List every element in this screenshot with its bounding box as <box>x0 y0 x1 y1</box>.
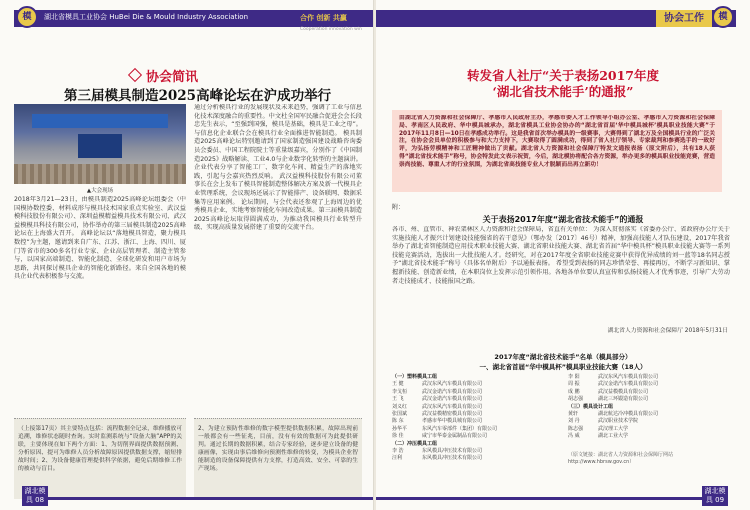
winner-name: 周 振 <box>568 381 580 388</box>
winner-name: 刘义红 <box>392 403 408 410</box>
notice-title-line-1: 转发省人社厅“关于表扬2017年度 <box>467 68 659 83</box>
winner-row <box>568 411 728 418</box>
continued-text-2: 2、为建立预防性维修的数字模型提供数据积累，故障出现前一般都会有一些征兆，目前，没有有效的数据可为此提供研判。通过长期的数据积累，结合专家经验，逐步建立设备的健康画像，实现由事后维修向预测性维修的转变，为模具企业智能制造的设备保障提供有力支撑，打造高效、安全、可靠的生产现场。 <box>198 426 358 472</box>
org-name: 湖北省模具工业协会 HuBei Die & Mould Industry Association <box>44 13 249 21</box>
section-label <box>130 66 198 85</box>
tagline: 合作 创新 共赢 <box>300 14 347 22</box>
highlight-box <box>392 110 722 192</box>
winner-name: 陈 东 <box>392 418 404 425</box>
photo-banner <box>32 114 168 128</box>
winner-name: 张国斌 <box>392 411 408 418</box>
winner-org: 武汉东风汽车模具有限公司 <box>598 374 659 380</box>
winner-name: 孙华平 <box>392 425 408 432</box>
winner-org: 咸宁市华泰金属制品有限公司 <box>422 433 488 440</box>
continued-text-1: （上接第17页）其主要特点包括：流程数据全记录，维修播放可追溯，维修状态随时查询。实时监测系统与“设备大脑”APP的关联，主要体现在如下两个方面：1、为切削界面提供数据预测、分析原因、提可为维修人员分析故障原因提供数据支撑，缩短排故时间；2、为设备健康管理提供科学依据，避免后期维修工作的被动与盲目。 <box>18 426 182 472</box>
winner-row <box>568 389 728 396</box>
article-title: 第三届模具制造2025高峰论坛在沪成功举行 <box>64 88 332 104</box>
left-page <box>0 0 374 510</box>
winner-name: 冯 威 <box>568 433 580 440</box>
winner-row <box>568 426 728 433</box>
group-heading: （三）模具设计工组 <box>568 403 614 410</box>
column-tag: 协会工作 <box>656 10 712 27</box>
winner-name: 王 飞 <box>392 396 404 403</box>
photo-audience <box>14 164 186 184</box>
winner-row <box>568 396 728 403</box>
group-heading: （一）塑料模具工组 <box>392 374 438 380</box>
notice-title-line-2: ‘湖北省技术能手’的通报” <box>492 84 634 99</box>
right-page <box>376 0 750 510</box>
article-column-1: 2018年3月21—23日，由模具制造2025高峰论坛组委会（中国模协数控委、材料成形与模具技术国家重点实验室、武汉益模科技股份有限公司）、深圳益模精益模具技术有限公司、武汉益模模具科技有限公司，协作举办的第三届模具制造2025高峰论坛在上海盛大召开。 高峰论坛以“落地模具智造，聚力模具数控”为主题，邀请到来自广东、江苏、浙江、上海、四川、厦门等省市的300多名行业专家、企业高层管理者、制造主管参与，以国家高端制造、智能化制造、全球化研发和用户市场为思路，共同探讨模具企业的智能化新路径。来自全国各地的模具企业代表积极参与交流。 <box>14 196 186 281</box>
winner-org: 武汉理工大学 <box>598 425 629 432</box>
winner-name: 李 浩 <box>392 448 404 455</box>
diamond-icon <box>128 68 142 82</box>
group-heading: （二）冲压模具工组 <box>392 440 438 447</box>
photo-screen <box>78 134 122 158</box>
winner-org: 武汉东风汽车模具有限公司 <box>422 381 483 388</box>
page-number-right: 湖北模具 09 <box>702 486 728 506</box>
winner-name: 陈志强 <box>568 425 584 432</box>
winner-list-right <box>568 374 728 441</box>
winner-org: 湖北三环锻造有限公司 <box>598 396 649 403</box>
winner-org: 武汉金诺汽车模具有限公司 <box>422 396 483 403</box>
winner-name: 胡志强 <box>568 396 584 403</box>
winner-org: 东风汽车零部件（集团）有限公司 <box>422 425 498 432</box>
association-logo-right: 模 <box>712 6 734 28</box>
section-label-text: 协会简讯 <box>146 70 199 85</box>
winner-name: 汪利 <box>392 455 403 462</box>
tagline-sub: Cooperation innovation win <box>300 27 362 32</box>
winner-list-title: 2017年度“湖北省技术能手”名单（模具部分） <box>494 353 632 361</box>
winner-row <box>392 418 560 425</box>
winner-row <box>392 455 560 462</box>
winner-org: 孝感市华中模具城有限公司 <box>422 418 483 425</box>
winner-row <box>392 381 560 388</box>
winner-org: 武汉金诺汽车模具有限公司 <box>422 388 483 395</box>
winner-org: 东风模具冲压技术有限公司 <box>422 455 483 462</box>
winner-name: 刘 丹 <box>568 418 580 425</box>
article-column-2: 通过分析模具行业的发展现状及未来趋势，强调了工业与信息化技术深度融合的重要性。中文杜全国军民融合促进会会长段忠先生表示，“至强到国强，模具是基础，模具是工业之母”。与信息化企业联合会在模具行业全面推进智能制造。 模具制造2025高峰论坛特别邀请到了国家制造强国建设战略咨询委员会委员、中国工程院院士等重量级嘉宾，分别作了《中国制造2025》战略解读、工业4.0与企业数字化转型的主题演讲。企业代表分享了智能工厂、数字化车间、精益生产的落地实践，引起与会嘉宾热烈反响。 武汉益模科技股份有限公司董事长在会上发布了模具智能制造整体解决方案及新一代模具企业管理系统，会议现场还展示了智能排产、设备联网、数据采集等应用案例。 论坛期间，与会代表还参观了上海周边的优秀模具企业，实地考察智能化车间改造成果。第三届模具制造2025高峰论坛取得圆满成功，为推动我国模具行业转型升级、实现高质量发展搭建了重要的交流平台。 <box>194 104 362 232</box>
winner-org: 湖北工业大学 <box>598 433 629 440</box>
winner-name: 成 鹏 <box>568 388 580 395</box>
winner-name: 李 阳 <box>568 374 580 380</box>
highlight-text: 由湖北省人力资源和社会保障厅、孝感市人民政府主办，孝感市委人才工作领导小组办公室、孝感市人力资源和社会保障局、孝南区人民政府、华中模具城承办，湖北省模具工业协会协办的“湖北省首届‘华中模具城杯’模具职业技能大赛”于2017年11月8日—10日在孝感成功举行。这是我省首次举办模具的一级赛事，大赛得到了湖北万及全国模具行业的广泛关注，在协会会员单位的积极参与和大力支持下，大赛取得了圆满成功，得到了省人社厅领导、专家裁判和参赛选手的一致好评，为弘扬劳模精神和工匠精神做出了贡献。湖北省人力资源和社会保障厅特发文通报表扬（原文附后），共有18人获得“湖北省技术能手”称号，协会特发此文表示祝贺，今后，湖北模协将配合各方资源，举办更多的模具职业技能竞赛，营造崇尚技能、尊重人才的行业氛围，为湖北省高技能专业人才脱颖而出再立新功！ <box>399 115 715 168</box>
winner-row <box>568 418 728 425</box>
notice-body: 各市、州、直管市、神农架林区人力资源和社会保障局，省直有关单位： 为深入贯彻落实《省委办公厅、省政府办公厅关于实施技能人才振兴计划建设技能强省的若干意见》（鄂办发〔2017〕46号）精神，加强高技能人才队伍建设，2017年我省举办了湖北省智能制造应用技术职业技能大赛、湖北省职业技能大赛、湖北省首届“华中模具杯”模具职业技能大赛等一系列技能竞赛活动，选拔出一大批技能人才。经研究，对在2017年度全省职业技能竞赛中获得优异成绩的刘一蓝等18名同志授予“湖北省技术能手”称号（具体名单附后）予以通报表扬。 希望受到表扬的同志珍惜荣誉、再接再厉，不断学习新知识、掌握新技能、创造新业绩，在本职岗位上发挥示范引领作用。各地各单位要认真宣传和弘扬技能人才优秀事迹，引导广大劳动者走技能成才、技能报国之路。 <box>392 226 730 285</box>
conference-photo <box>14 104 186 184</box>
winner-org: 武汉职业技术学院 <box>598 418 639 425</box>
footer-bar <box>48 497 374 500</box>
association-logo: 模 <box>16 6 38 28</box>
winner-row <box>392 404 560 411</box>
winner-org: 东风模具冲压技术有限公司 <box>422 448 483 455</box>
source-note: （原文链接：湖北省人力资源和社会保障厅网站 http://www.hbrsw.gov.cn） <box>568 452 674 465</box>
winner-row <box>568 433 728 440</box>
footer-bar-right <box>376 497 702 500</box>
continued-box-2 <box>194 418 362 499</box>
winner-name: 黄轩 <box>568 411 579 418</box>
winner-list-subtitle: 一、湖北省首届“华中模具杯”模具职业技能大赛（18人） <box>479 363 647 371</box>
photo-caption: ▲大会现场 <box>86 188 114 194</box>
notice-heading: 关于表扬2017年度“湖北省技术能手”的通报 <box>482 215 644 224</box>
winner-row <box>392 396 560 403</box>
winner-row <box>392 433 560 440</box>
winner-org: 武汉益模精密模具有限公司 <box>422 411 483 418</box>
page-number-left: 湖北模具 08 <box>22 486 48 506</box>
attachment-label: 附： <box>392 204 405 211</box>
winner-row <box>568 381 728 388</box>
winner-list-left <box>392 374 560 463</box>
winner-org: 武汉东风汽车模具有限公司 <box>422 403 483 410</box>
winner-org: 湖北航达冷冲模具有限公司 <box>598 411 659 418</box>
notice-signature: 湖北省人力资源和社会保障厅 2018年5月31日 <box>607 328 728 334</box>
winner-org: 武汉益模模具有限公司 <box>598 388 649 395</box>
winner-name: 李戈桓 <box>392 388 408 395</box>
winner-name: 王 健 <box>392 381 404 388</box>
winner-org: 武汉金诺汽车模具有限公司 <box>598 381 659 388</box>
winner-name: 徐 佳 <box>392 433 404 440</box>
